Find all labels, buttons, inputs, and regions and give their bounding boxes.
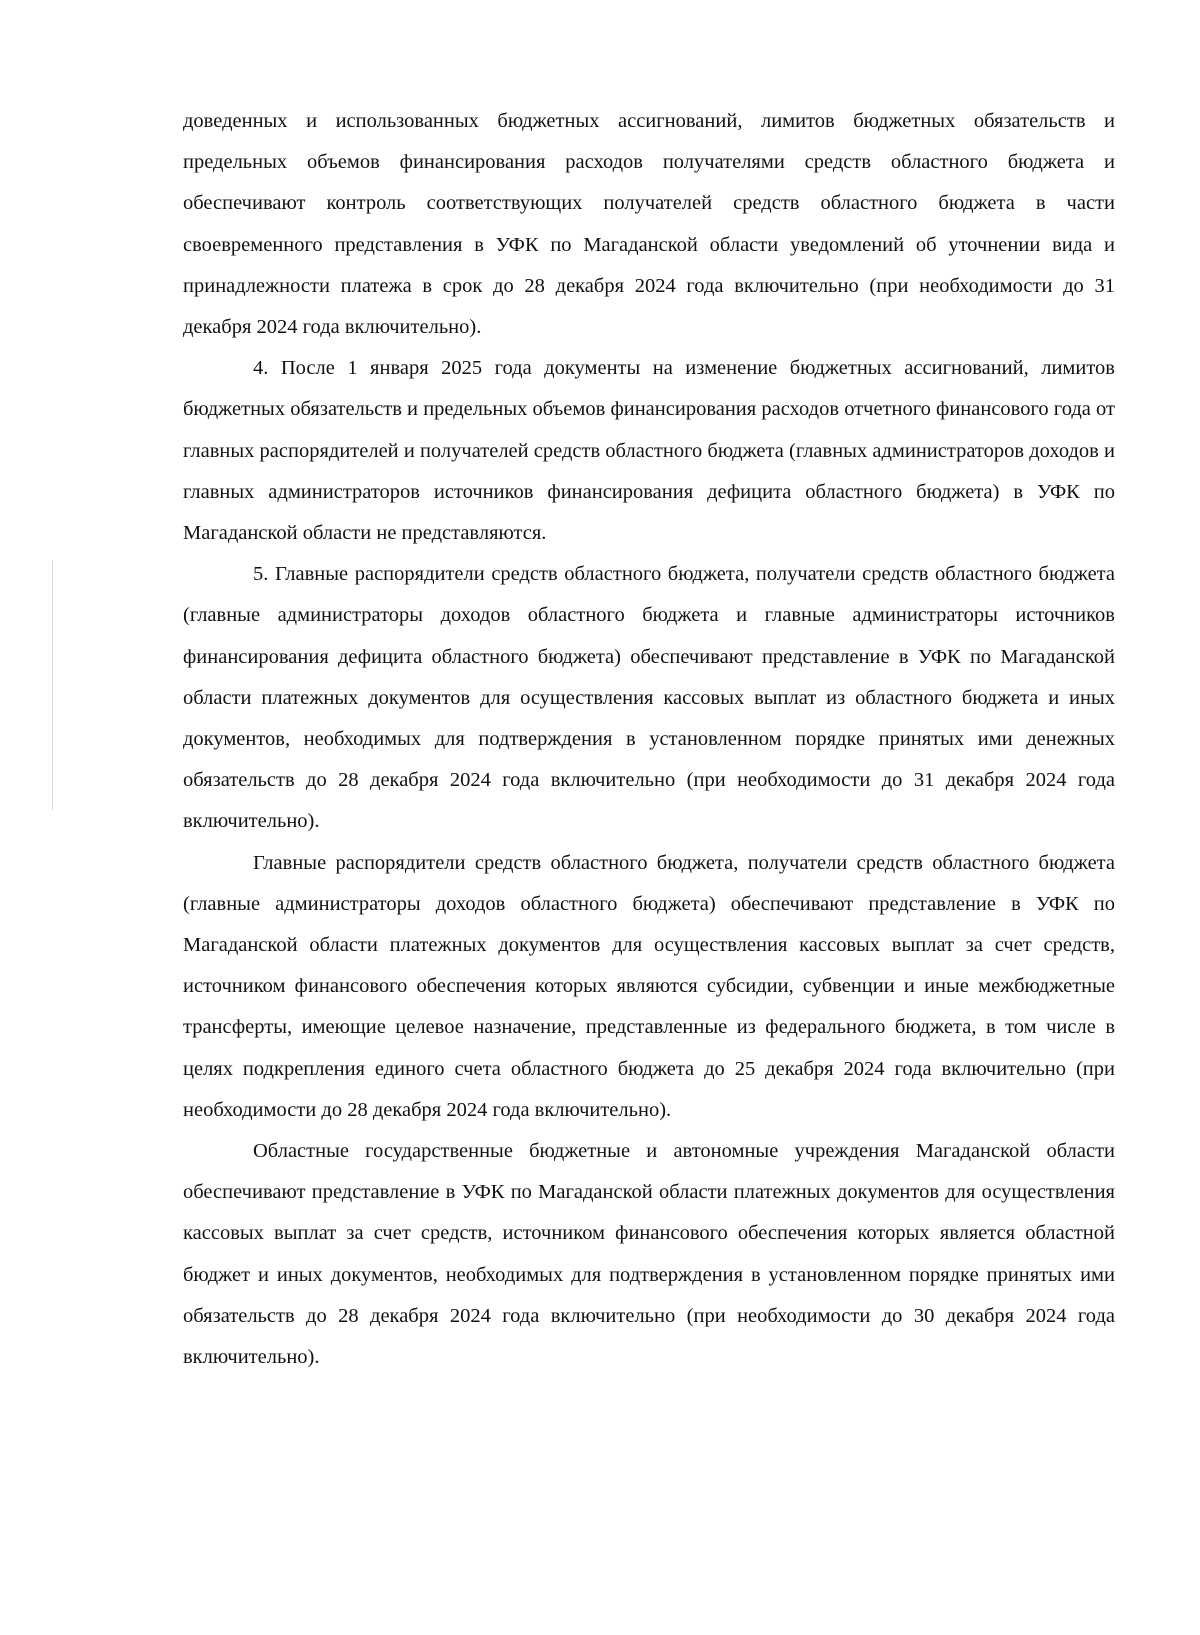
paragraph-5: 5. Главные распорядители средств областного бюджета, получатели средств областного бюджета (главные администраторы доходов областного бюджета и главные администраторы источников финансирования дефицита областного бюджета) обеспечивают представление в УФК по Магаданской области платежных документов для осуществления кассовых выплат из областного бюджета и иных документов, необходимых для подтверждения в установленном порядке принятых ими денежных обязательств до 28 декабря 2024 года включительно (при необходимости до 31 декабря 2024 года включительно). xyxy=(183,563,1115,833)
paragraph-continuation: доведенных и использованных бюджетных ассигнований, лимитов бюджетных обязательств и предельных объемов финансирования расходов получателями средств областного бюджета и обеспечивают контроль соответствующих получателей средств областного бюджета в части своевременного представления в УФК по Магаданской области уведомлений об уточнении вида и принадлежности платежа в срок до 28 декабря 2024 года включительно (при необходимости до 31 декабря 2024 года включительно). xyxy=(183,110,1115,339)
paragraph-5-second: Главные распорядители средств областного бюджета, получатели средств областного бюджета (главные администраторы доходов областного бюджета) обеспечивают представление в УФК по Магаданской области платежных документов для осуществления кассовых выплат за счет средств, источником финансового обеспечения которых являются субсидии, субвенции и иные межбюджетные трансферты, имеющие целевое назначение, представленные из федерального бюджета, в том числе в целях подкрепления единого счета областного бюджета до 25 декабря 2024 года включительно (при необходимости до 28 декабря 2024 года включительно). xyxy=(183,851,1115,1121)
scan-margin-line xyxy=(52,560,53,810)
paragraph-5-third: Областные государственные бюджетные и автономные учреждения Магаданской области обеспечивают представление в УФК по Магаданской области платежных документов для осуществления кассовых выплат за счет средств, источником финансового обеспечения которых является областной бюджет и иных документов, необходимых для подтверждения в установленном порядке принятых ими обязательств до 28 декабря 2024 года включительно (при необходимости до 30 декабря 2024 года включительно). xyxy=(183,1140,1115,1369)
document-body xyxy=(183,101,1115,1378)
paragraph-4: 4. После 1 января 2025 года документы на изменение бюджетных ассигнований, лимитов бюджетных обязательств и предельных объемов финансирования расходов отчетного финансового года от главных распорядителей и получателей средств областного бюджета (главных администраторов доходов и главных администраторов источников финансирования дефицита областного бюджета) в УФК по Магаданской области не представляются. xyxy=(183,357,1115,545)
